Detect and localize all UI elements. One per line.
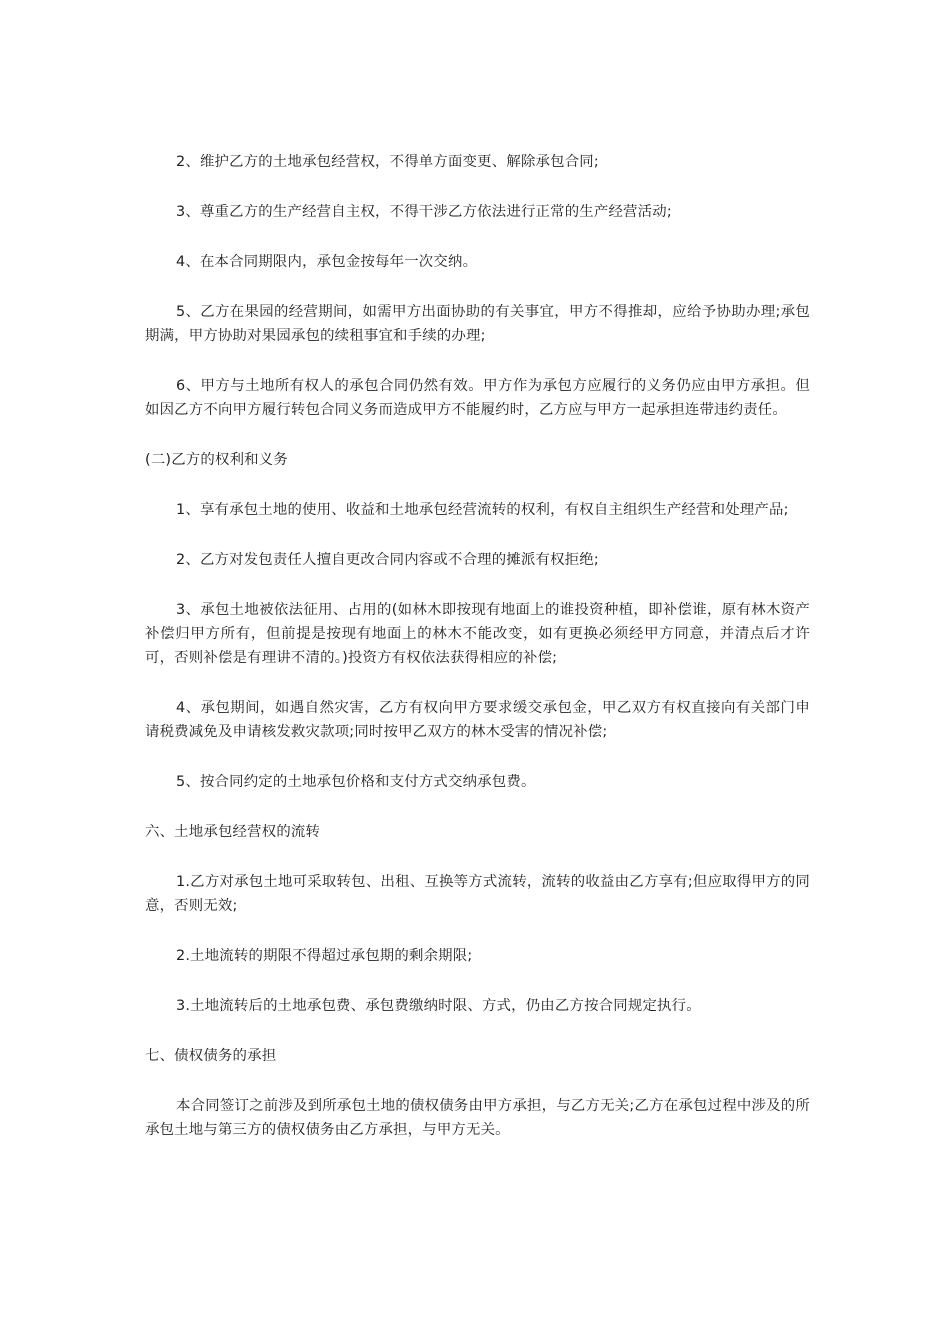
- paragraph: 3、尊重乙方的生产经营自主权，不得干涉乙方依法进行正常的生产经营活动;: [176, 204, 672, 220]
- paragraph: 1.乙方对承包土地可采取转包、出租、互换等方式流转，流转的收益由乙方享有;但应取得甲方的同意，否则无效;: [145, 874, 810, 914]
- section-heading: (二)乙方的权利和义务: [145, 452, 288, 468]
- paragraph: 5、乙方在果园的经营期间，如需甲方出面协助的有关事宜，甲方不得推却，应给予协助办理;承包期满，甲方协助对果园承包的续租事宜和手续的办理;: [145, 304, 810, 344]
- paragraph: 3、承包土地被依法征用、占用的(如林木即按现有地面上的谁投资种植，即补偿谁，原有林木资产补偿归甲方所有，但前提是按现有地面上的林木不能改变，如有更换必须经甲方同意，并清点后才许可，否则补偿是有理讲不清的。)投资方有权依法获得相应的补偿;: [145, 602, 810, 666]
- paragraph: 1、享有承包土地的使用、收益和土地承包经营流转的权利，有权自主组织生产经营和处理产品;: [176, 502, 789, 518]
- section-heading: 六、土地承包经营权的流转: [145, 824, 321, 840]
- paragraph: 6、甲方与土地所有权人的承包合同仍然有效。甲方作为承包方应履行的义务仍应由甲方承担。但如因乙方不向甲方履行转包合同义务而造成甲方不能履约时，乙方应与甲方一起承担连带违约责任。: [145, 378, 810, 418]
- paragraph: 2、乙方对发包责任人擅自更改合同内容或不合理的摊派有权拒绝;: [176, 552, 599, 568]
- paragraph: 3.土地流转后的土地承包费、承包费缴纳时限、方式，仍由乙方按合同规定执行。: [176, 998, 701, 1014]
- paragraph: 4、在本合同期限内，承包金按每年一次交纳。: [176, 254, 478, 270]
- paragraph: 2.土地流转的期限不得超过承包期的剩余期限;: [176, 948, 473, 964]
- paragraph: 2、维护乙方的土地承包经营权，不得单方面变更、解除承包合同;: [176, 154, 599, 170]
- paragraph: 4、承包期间，如遇自然灾害，乙方有权向甲方要求缓交承包金，甲乙双方有权直接向有关部门申请税费减免及申请核发救灾款项;同时按甲乙双方的林木受害的情况补偿;: [145, 700, 810, 740]
- paragraph: 本合同签订之前涉及到所承包土地的债权债务由甲方承担，与乙方无关;乙方在承包过程中涉及的所承包土地与第三方的债权债务由乙方承担，与甲方无关。: [145, 1098, 810, 1138]
- paragraph: 5、按合同约定的土地承包价格和支付方式交纳承包费。: [176, 774, 536, 790]
- document-body: [145, 150, 810, 1168]
- section-heading: 七、债权债务的承担: [145, 1048, 277, 1064]
